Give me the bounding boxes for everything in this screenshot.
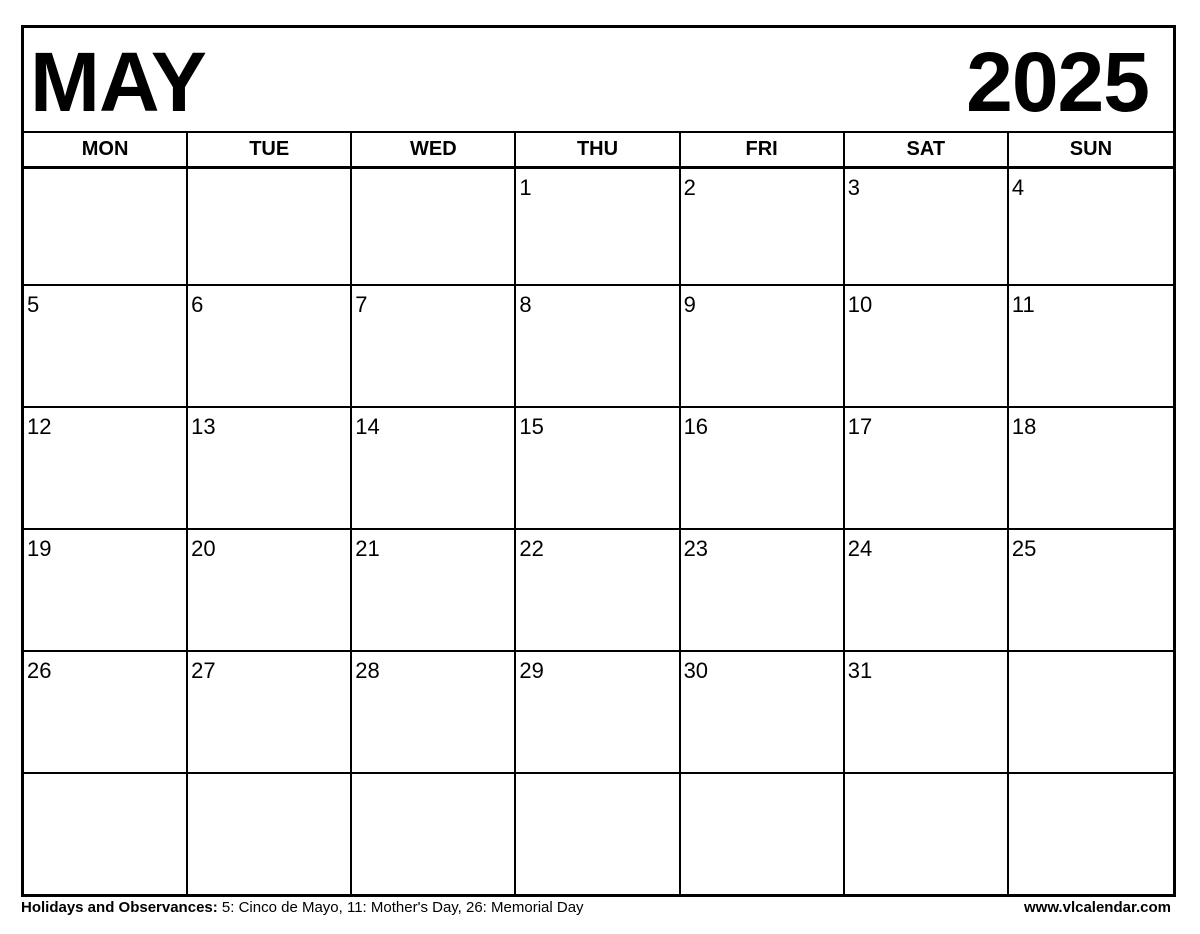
day-cell bbox=[352, 408, 516, 530]
day-cell bbox=[188, 530, 352, 652]
day-number: 11 bbox=[1011, 292, 1035, 317]
day-number: 2 bbox=[683, 175, 696, 200]
day-number: 26 bbox=[27, 658, 52, 683]
day-number: 12 bbox=[27, 414, 52, 439]
day-number: 5 bbox=[27, 292, 40, 317]
day-number: 18 bbox=[1011, 414, 1037, 439]
day-cell bbox=[352, 652, 516, 774]
day-number: 14 bbox=[355, 414, 380, 439]
day-number: 15 bbox=[519, 414, 544, 439]
day-cell bbox=[188, 286, 352, 408]
day-cell bbox=[845, 774, 1009, 894]
day-number: 3 bbox=[847, 175, 860, 200]
day-number: 23 bbox=[683, 536, 709, 561]
weekday-wed: WED bbox=[352, 133, 516, 166]
holidays-text: 5: Cinco de Mayo, 11: Mother's Day, 26: Memorial Day bbox=[221, 899, 584, 916]
day-number: 25 bbox=[1011, 536, 1037, 561]
day-cell bbox=[845, 652, 1009, 774]
day-cell bbox=[681, 652, 845, 774]
website-link[interactable]: www.vlcalendar.com bbox=[1023, 899, 1171, 916]
day-cell bbox=[1009, 774, 1173, 894]
day-number: 22 bbox=[519, 536, 544, 561]
day-cell bbox=[188, 169, 352, 286]
day-cell bbox=[352, 530, 516, 652]
holidays-label: Holidays and Observances: bbox=[21, 899, 218, 916]
day-cell bbox=[681, 169, 845, 286]
day-cell bbox=[845, 408, 1009, 530]
weekday-tue: TUE bbox=[188, 133, 352, 166]
day-cell bbox=[1009, 652, 1173, 774]
day-cell bbox=[24, 530, 188, 652]
day-number: 29 bbox=[519, 658, 544, 683]
month-title: MAY bbox=[30, 35, 206, 129]
weekday-thu: THU bbox=[516, 133, 680, 166]
day-cell bbox=[24, 774, 188, 894]
day-number: 17 bbox=[847, 414, 873, 439]
day-cell bbox=[516, 652, 680, 774]
day-number: 19 bbox=[27, 536, 52, 561]
day-cell bbox=[516, 530, 680, 652]
day-number: 31 bbox=[847, 658, 873, 683]
day-number: 10 bbox=[847, 292, 873, 317]
day-cell bbox=[681, 286, 845, 408]
calendar bbox=[21, 25, 1176, 897]
holidays-footer bbox=[21, 899, 584, 917]
day-cell bbox=[352, 169, 516, 286]
day-number: 27 bbox=[191, 658, 216, 683]
day-cell bbox=[24, 408, 188, 530]
day-number: 16 bbox=[683, 414, 709, 439]
day-number: 30 bbox=[683, 658, 709, 683]
day-cell bbox=[24, 652, 188, 774]
day-number: 6 bbox=[191, 292, 204, 317]
day-cell bbox=[1009, 169, 1173, 286]
day-number: 21 bbox=[355, 536, 380, 561]
day-cell bbox=[1009, 286, 1173, 408]
day-number: 20 bbox=[191, 536, 216, 561]
day-number: 4 bbox=[1011, 175, 1025, 200]
day-cell bbox=[845, 530, 1009, 652]
day-cell bbox=[681, 774, 845, 894]
day-cell bbox=[352, 774, 516, 894]
weekday-sun: SUN bbox=[1069, 138, 1113, 160]
day-grid bbox=[24, 169, 1173, 894]
day-cell bbox=[516, 774, 680, 894]
day-number: 8 bbox=[519, 292, 532, 317]
day-cell bbox=[1009, 408, 1173, 530]
day-cell bbox=[24, 286, 188, 408]
day-cell bbox=[1009, 530, 1173, 652]
weekday-sat: SAT bbox=[845, 133, 1009, 166]
year-title: 2025 bbox=[966, 35, 1149, 129]
weekday-fri: FRI bbox=[681, 133, 845, 166]
day-cell bbox=[516, 408, 680, 530]
calendar-header bbox=[24, 28, 1173, 133]
weekday-mon: MON bbox=[24, 133, 188, 166]
day-cell bbox=[516, 286, 680, 408]
day-cell bbox=[845, 286, 1009, 408]
weekday-header-row bbox=[24, 133, 1173, 169]
day-number: 24 bbox=[847, 536, 873, 561]
day-cell bbox=[188, 774, 352, 894]
day-cell bbox=[24, 169, 188, 286]
day-cell bbox=[681, 530, 845, 652]
day-cell bbox=[681, 408, 845, 530]
day-number: 13 bbox=[191, 414, 216, 439]
day-cell bbox=[188, 408, 352, 530]
day-cell bbox=[845, 169, 1009, 286]
day-number: 28 bbox=[355, 658, 380, 683]
day-cell bbox=[516, 169, 680, 286]
day-cell bbox=[352, 286, 516, 408]
day-number: 9 bbox=[683, 292, 696, 317]
day-number: 7 bbox=[355, 292, 368, 317]
day-number: 1 bbox=[519, 175, 532, 200]
day-cell bbox=[188, 652, 352, 774]
